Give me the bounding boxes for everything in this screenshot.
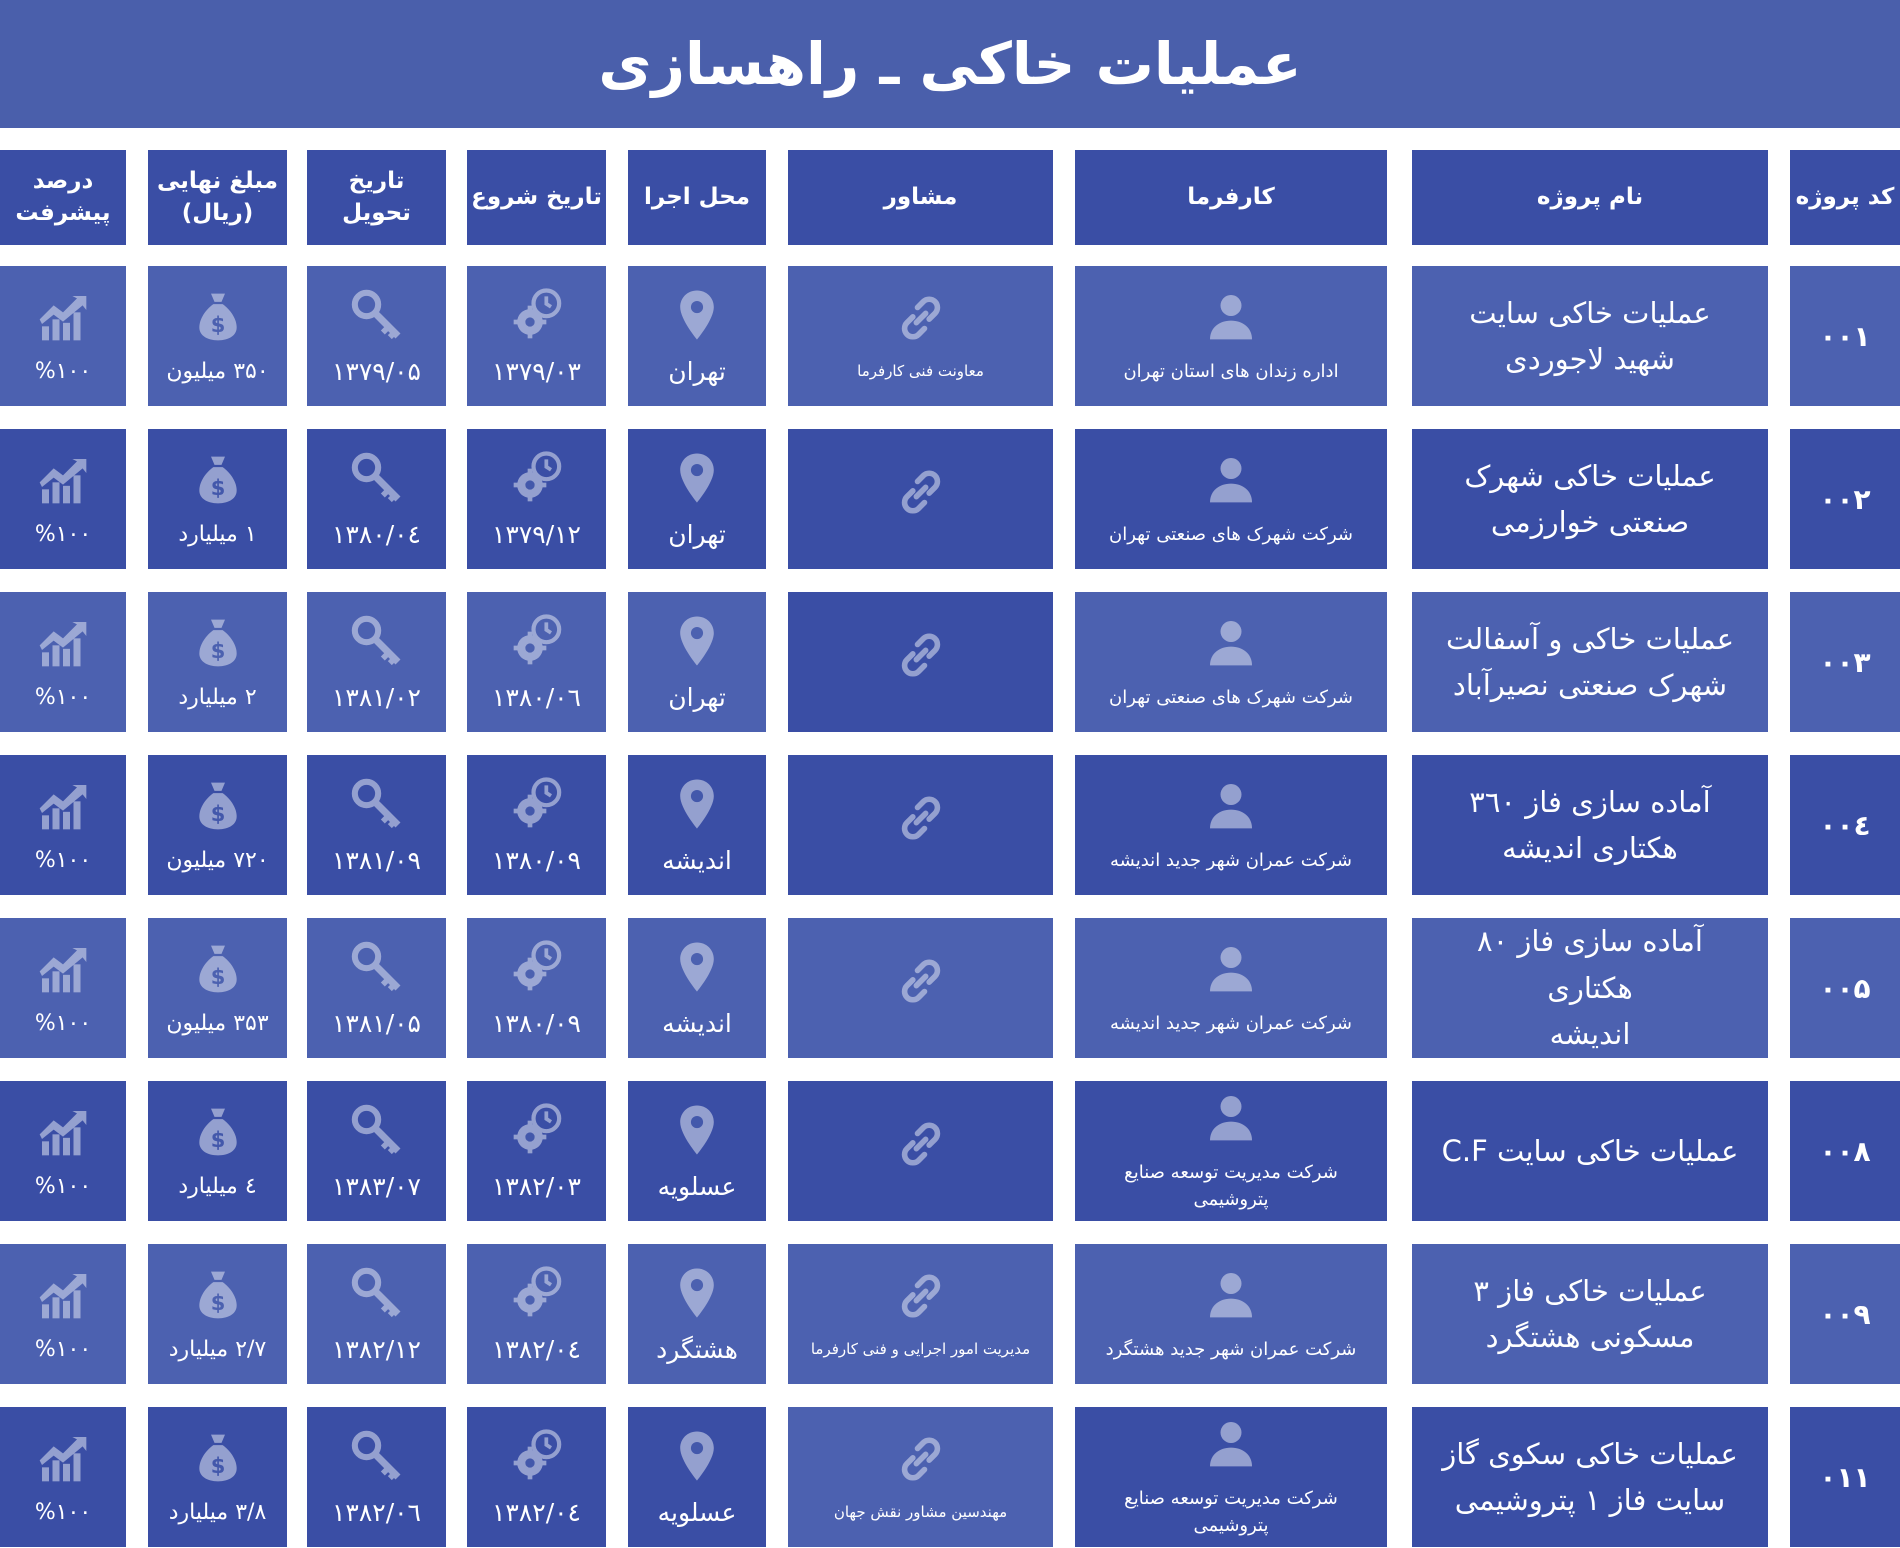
location-value: عسلویه xyxy=(657,1171,737,1201)
cell-location xyxy=(628,429,766,569)
cell-progress xyxy=(0,429,126,569)
cell-code xyxy=(1790,1244,1900,1384)
location-value: اندیشه xyxy=(662,1008,732,1038)
progress-value: %۱۰۰ xyxy=(34,1173,92,1199)
cell-name xyxy=(1412,1407,1768,1547)
progress-value: %۱۰۰ xyxy=(34,847,92,873)
amount-value: ۳۵۰ میلیون xyxy=(166,358,269,384)
link-icon xyxy=(893,1268,949,1324)
cell-delivery xyxy=(307,1244,446,1384)
consultant-name: مدیریت امور اجرایی و فنی کارفرما xyxy=(810,1339,1031,1358)
project-code: ۰۰۸ xyxy=(1819,1134,1871,1168)
growth-chart-icon xyxy=(35,1430,91,1486)
amount-value: ۳/۸ میلیارد xyxy=(168,1499,267,1525)
money-bag-icon xyxy=(190,615,246,671)
link-icon xyxy=(893,627,949,683)
employer-name: شرکت شهرک های صنعتی تهران xyxy=(1109,686,1353,708)
cell-start xyxy=(467,592,606,732)
cell-name xyxy=(1412,1081,1768,1221)
gear-clock-icon xyxy=(509,450,565,506)
cell-start xyxy=(467,755,606,895)
svg-text:$: $ xyxy=(210,964,225,989)
project-code: ۰۱۱ xyxy=(1819,1460,1871,1494)
growth-chart-icon xyxy=(35,452,91,508)
money-bag-icon xyxy=(190,1104,246,1160)
column-header-amount xyxy=(148,150,287,245)
cell-progress xyxy=(0,918,126,1058)
svg-text:$: $ xyxy=(210,801,225,826)
map-pin-icon xyxy=(669,1265,725,1321)
start-date: ۱۳۸۰/۰۹ xyxy=(492,845,581,875)
growth-chart-icon xyxy=(35,941,91,997)
cell-consultant xyxy=(788,1244,1053,1384)
column-header-employer xyxy=(1075,150,1387,245)
project-name: سایت فاز ۱ پتروشیمی xyxy=(1454,1483,1726,1517)
gear-clock-icon xyxy=(509,1265,565,1321)
user-icon xyxy=(1203,777,1259,833)
delivery-date: ۱۳۸۱/۰۹ xyxy=(332,845,421,875)
cell-start xyxy=(467,1407,606,1547)
project-name: شهرک صنعتی نصیرآباد xyxy=(1452,668,1728,702)
consultant-name: معاونت فنی کارفرما xyxy=(857,361,984,380)
project-name: هکتاری اندیشه xyxy=(1502,831,1678,865)
project-name: آماده سازی فاز ۸۰ هکتاری xyxy=(1477,924,1703,1005)
cell-code xyxy=(1790,1081,1900,1221)
cell-start xyxy=(467,918,606,1058)
column-header-delivery xyxy=(307,150,446,245)
svg-text:$: $ xyxy=(210,312,225,337)
cell-employer xyxy=(1075,1407,1387,1547)
cell-location xyxy=(628,1081,766,1221)
money-bag-icon xyxy=(190,1267,246,1323)
cell-location xyxy=(628,266,766,406)
map-pin-icon xyxy=(669,776,725,832)
delivery-date: ۱۳۸۳/۰۷ xyxy=(332,1171,421,1201)
gear-clock-icon xyxy=(509,613,565,669)
map-pin-icon xyxy=(669,939,725,995)
amount-value: ۲/۷ میلیارد xyxy=(168,1336,267,1362)
amount-value: ۲ میلیارد xyxy=(178,684,257,710)
location-value: اندیشه xyxy=(662,845,732,875)
column-header-label: کد پروژه xyxy=(1795,183,1895,210)
employer-name: پتروشیمی xyxy=(1193,1515,1269,1536)
map-pin-icon xyxy=(669,613,725,669)
money-bag-icon xyxy=(190,452,246,508)
employer-name: شرکت عمران شهر جدید اندیشه xyxy=(1110,849,1352,871)
location-value: تهران xyxy=(668,682,726,712)
cell-amount xyxy=(148,266,287,406)
delivery-date: ۱۳۸۱/۰۲ xyxy=(332,682,421,712)
cell-employer xyxy=(1075,1244,1387,1384)
project-name: شهید لاجوردی xyxy=(1505,342,1675,376)
growth-chart-icon xyxy=(35,615,91,671)
map-pin-icon xyxy=(669,287,725,343)
location-value: عسلویه xyxy=(657,1497,737,1527)
project-code: ۰۰۲ xyxy=(1819,482,1871,516)
project-name: صنعتی خوارزمی xyxy=(1490,505,1690,539)
location-value: تهران xyxy=(668,356,726,386)
key-icon xyxy=(349,450,405,506)
column-header-label: مشاور xyxy=(883,183,958,210)
project-name: عملیات خاکی سایت C.F xyxy=(1441,1133,1739,1168)
cell-code xyxy=(1790,266,1900,406)
cell-delivery xyxy=(307,918,446,1058)
link-icon xyxy=(893,1431,949,1487)
amount-value: ۱ میلیارد xyxy=(178,521,257,547)
project-code: ۰۰٤ xyxy=(1819,808,1871,842)
gear-clock-icon xyxy=(509,939,565,995)
project-code: ۰۰۳ xyxy=(1819,645,1871,679)
key-icon xyxy=(349,287,405,343)
cell-employer xyxy=(1075,266,1387,406)
money-bag-icon xyxy=(190,941,246,997)
cell-employer xyxy=(1075,1081,1387,1221)
cell-delivery xyxy=(307,755,446,895)
cell-code xyxy=(1790,1407,1900,1547)
user-icon xyxy=(1203,1089,1259,1145)
cell-code xyxy=(1790,918,1900,1058)
key-icon xyxy=(349,939,405,995)
cell-consultant xyxy=(788,918,1053,1058)
cell-name xyxy=(1412,266,1768,406)
delivery-date: ۱۳۸۱/۰۵ xyxy=(332,1008,421,1038)
project-name: عملیات خاکی سایت xyxy=(1469,295,1711,330)
page-title: عملیات خاکی ـ راهسازی xyxy=(0,0,1900,128)
growth-chart-icon xyxy=(35,778,91,834)
column-header-label: تاریخ تحویل xyxy=(342,168,411,226)
employer-name: پتروشیمی xyxy=(1193,1189,1269,1210)
column-header-label: درصد xyxy=(32,168,94,195)
project-name: مسکونی هشتگرد xyxy=(1485,1320,1695,1354)
column-header-label: مبلغ نهایی xyxy=(156,168,279,195)
project-name: عملیات خاکی سکوی گاز xyxy=(1442,1436,1738,1471)
svg-text:$: $ xyxy=(210,1127,225,1152)
cell-delivery xyxy=(307,592,446,732)
link-icon xyxy=(893,790,949,846)
employer-name: شرکت عمران شهر جدید هشتگرد xyxy=(1105,1338,1357,1360)
cell-name xyxy=(1412,1244,1768,1384)
cell-location xyxy=(628,918,766,1058)
cell-location xyxy=(628,1407,766,1547)
project-name: اندیشه xyxy=(1549,1017,1631,1052)
employer-name: شرکت عمران شهر جدید اندیشه xyxy=(1110,1012,1352,1034)
map-pin-icon xyxy=(669,1428,725,1484)
start-date: ۱۳۸۲/۰٤ xyxy=(492,1497,581,1527)
cell-location xyxy=(628,1244,766,1384)
money-bag-icon xyxy=(190,1430,246,1486)
start-date: ۱۳۷۹/۱۲ xyxy=(492,519,581,549)
cell-location xyxy=(628,592,766,732)
cell-amount xyxy=(148,755,287,895)
cell-code xyxy=(1790,429,1900,569)
location-value: تهران xyxy=(668,519,726,549)
employer-name: اداره زندان های استان تهران xyxy=(1123,360,1339,382)
key-icon xyxy=(349,613,405,669)
growth-chart-icon xyxy=(35,1104,91,1160)
amount-value: ۳۵۳ میلیون xyxy=(166,1010,269,1036)
cell-progress xyxy=(0,1244,126,1384)
column-header-label: محل اجرا xyxy=(644,183,751,210)
delivery-date: ۱۳۷۹/۰۵ xyxy=(332,356,421,386)
key-icon xyxy=(349,1428,405,1484)
consultant-name: مهندسین مشاور نقش جهان xyxy=(833,1502,1008,1521)
progress-value: %۱۰۰ xyxy=(34,1010,92,1036)
cell-name xyxy=(1412,755,1768,895)
cell-delivery xyxy=(307,1081,446,1221)
cell-amount xyxy=(148,1081,287,1221)
start-date: ۱۳۸۰/۰٦ xyxy=(492,682,581,712)
link-icon xyxy=(893,953,949,1009)
column-header-progress xyxy=(0,150,126,245)
cell-consultant xyxy=(788,1407,1053,1547)
amount-value: ۷۲۰ میلیون xyxy=(166,847,269,873)
delivery-date: ۱۳۸۲/۰٦ xyxy=(332,1497,421,1527)
start-date: ۱۳۸۰/۰۹ xyxy=(492,1008,581,1038)
project-name: آماده سازی فاز ۳٦۰ xyxy=(1469,784,1711,819)
progress-value: %۱۰۰ xyxy=(34,358,92,384)
map-pin-icon xyxy=(669,450,725,506)
svg-text:$: $ xyxy=(210,1290,225,1315)
cell-progress xyxy=(0,592,126,732)
growth-chart-icon xyxy=(35,289,91,345)
progress-value: %۱۰۰ xyxy=(34,521,92,547)
cell-name xyxy=(1412,429,1768,569)
column-header-location xyxy=(628,150,766,245)
start-date: ۱۳۸۲/۰۳ xyxy=(492,1171,581,1201)
svg-text:$: $ xyxy=(210,638,225,663)
cell-consultant xyxy=(788,429,1053,569)
gear-clock-icon xyxy=(509,287,565,343)
svg-text:$: $ xyxy=(210,475,225,500)
cell-progress xyxy=(0,1407,126,1547)
cell-amount xyxy=(148,918,287,1058)
cell-progress xyxy=(0,755,126,895)
cell-delivery xyxy=(307,1407,446,1547)
gear-clock-icon xyxy=(509,1428,565,1484)
cell-code xyxy=(1790,755,1900,895)
project-name: عملیات خاکی شهرک xyxy=(1464,458,1716,493)
cell-amount xyxy=(148,1244,287,1384)
link-icon xyxy=(893,290,949,346)
user-icon xyxy=(1203,940,1259,996)
project-code: ۰۰۱ xyxy=(1819,319,1871,353)
cell-delivery xyxy=(307,266,446,406)
delivery-date: ۱۳۸۰/۰٤ xyxy=(332,519,421,549)
column-header-label: تاریخ شروع xyxy=(471,183,602,210)
gear-clock-icon xyxy=(509,1102,565,1158)
key-icon xyxy=(349,776,405,832)
cell-consultant xyxy=(788,755,1053,895)
cell-name xyxy=(1412,592,1768,732)
column-header-label: کارفرما xyxy=(1187,183,1275,210)
money-bag-icon xyxy=(190,778,246,834)
link-icon xyxy=(893,464,949,520)
money-bag-icon xyxy=(190,289,246,345)
project-code: ۰۰۵ xyxy=(1819,971,1871,1005)
user-icon xyxy=(1203,288,1259,344)
employer-name: شرکت مدیریت توسعه صنایع xyxy=(1124,1488,1338,1509)
gear-clock-icon xyxy=(509,776,565,832)
progress-value: %۱۰۰ xyxy=(34,1336,92,1362)
cell-employer xyxy=(1075,429,1387,569)
cell-employer xyxy=(1075,592,1387,732)
start-date: ۱۳۸۲/۰٤ xyxy=(492,1334,581,1364)
project-name: عملیات خاکی فاز ۳ xyxy=(1473,1273,1707,1308)
cell-name xyxy=(1412,918,1768,1058)
key-icon xyxy=(349,1102,405,1158)
user-icon xyxy=(1203,451,1259,507)
location-value: هشتگرد xyxy=(656,1334,738,1364)
cell-progress xyxy=(0,266,126,406)
cell-start xyxy=(467,266,606,406)
progress-value: %۱۰۰ xyxy=(34,1499,92,1525)
column-header-name xyxy=(1412,150,1768,245)
column-header-code xyxy=(1790,150,1900,245)
start-date: ۱۳۷۹/۰۳ xyxy=(492,356,581,386)
cell-employer xyxy=(1075,755,1387,895)
amount-value: ٤ میلیارد xyxy=(178,1173,257,1199)
column-header-consultant xyxy=(788,150,1053,245)
cell-start xyxy=(467,429,606,569)
svg-text:$: $ xyxy=(210,1453,225,1478)
cell-consultant xyxy=(788,266,1053,406)
cell-code xyxy=(1790,592,1900,732)
cell-consultant xyxy=(788,592,1053,732)
cell-consultant xyxy=(788,1081,1053,1221)
progress-value: %۱۰۰ xyxy=(34,684,92,710)
cell-delivery xyxy=(307,429,446,569)
user-icon xyxy=(1203,614,1259,670)
key-icon xyxy=(349,1265,405,1321)
cell-start xyxy=(467,1244,606,1384)
user-icon xyxy=(1203,1266,1259,1322)
column-header-label: پیشرفت xyxy=(15,199,111,226)
employer-name: شرکت مدیریت توسعه صنایع xyxy=(1124,1162,1338,1183)
user-icon xyxy=(1203,1415,1259,1471)
cell-amount xyxy=(148,429,287,569)
column-header-label: (ریال) xyxy=(181,199,254,226)
cell-employer xyxy=(1075,918,1387,1058)
cell-location xyxy=(628,755,766,895)
column-header-start xyxy=(467,150,606,245)
cell-progress xyxy=(0,1081,126,1221)
project-code: ۰۰۹ xyxy=(1819,1297,1871,1331)
cell-amount xyxy=(148,1407,287,1547)
cell-amount xyxy=(148,592,287,732)
employer-name: شرکت شهرک های صنعتی تهران xyxy=(1109,523,1353,545)
column-header-label: نام پروژه xyxy=(1536,183,1644,210)
growth-chart-icon xyxy=(35,1267,91,1323)
map-pin-icon xyxy=(669,1102,725,1158)
delivery-date: ۱۳۸۲/۱۲ xyxy=(332,1334,421,1364)
cell-start xyxy=(467,1081,606,1221)
link-icon xyxy=(893,1116,949,1172)
project-name: عملیات خاکی و آسفالت xyxy=(1445,621,1735,656)
